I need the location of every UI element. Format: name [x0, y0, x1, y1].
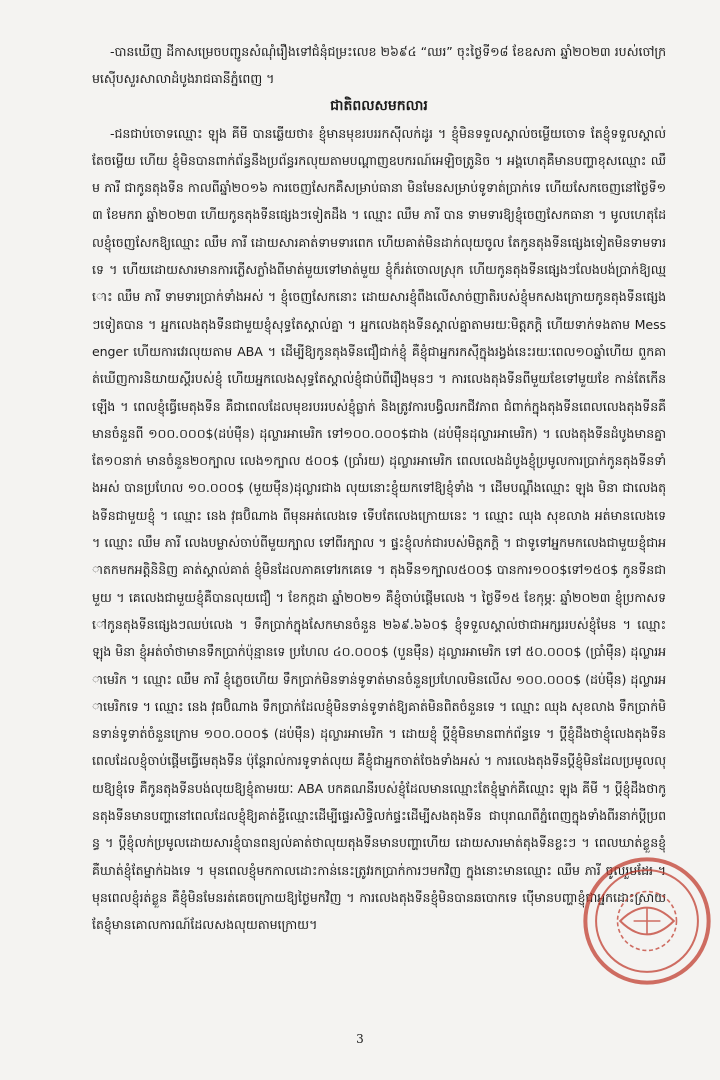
intro-paragraph: -បានឃើញ ដីកាសម្រេចបញ្ជូនសំណុំរឿងទៅជំនុំជម្រះលេខ ២៦៩៤ “ឈរ” ចុះថ្ងៃទី១៨ ខែឧសភា ឆ្នាំ២០២៣ របស់ចៅក្រមស៊ើបសួរសាលាដំបូងរាជធានីភ្នំពេញ ។ — [92, 44, 666, 87]
page-number: 3 — [356, 1032, 364, 1046]
official-seal-stamp — [580, 854, 714, 988]
body-paragraph: -ជនជាប់ចោទឈ្មោះ ឡុង គីមី បានឆ្លើយថា៖ ខ្ញុំមានមុខរបររកស៊ីលក់ដូរ ។ ខ្ញុំមិនទទួលស្គាល់ចម្លើយចោទ តែខ្ញុំទទួលស្គាល់តែចម្លើយ ហើយ ខ្ញុំមិនបានពាក់ព័ន្ធនឹងប្រព័ន្ធរកលុយតាមបណ្តាញឧបករណ៍អេឡិចត្រូនិច ។ អង្គហេតុគឺមានបញ្ហាខុសឈ្មោះ ឈឹម ភារី ជាកូនតុងទីន កាលពីឆ្នាំ២០១៦ ការចេញសែកគឺសម្រាប់ធានា មិនមែនសម្រាប់ទូទាត់ប្រាក់ទេ ហើយសែកចេញនៅថ្ងៃទី១៣ ខែមករា ឆ្នាំ២០២៣ ហើយកូនតុងទីនផ្សេងៗទៀតដឹង ។ ឈ្មោះ ឈឹម ភារី បាន ទាមទារឱ្យខ្ញុំចេញសែកធានា ។ មូលហេតុដែលខ្ញុំចេញសែកឱ្យឈ្មោះ ឈឹម ភារី ដោយសារគាត់ទាមទារពេក ហើយគាត់មិនដាក់លុយចូល តែកូនតុងទីនផ្សេងទៀតមិនទាមទារទេ ។ ហើយដោយសារមានការភ្លើសភ្លាំងពីមាត់មួយទៅមាត់មួយ ខ្ញុំក៏រត់ចោលស្រុក ហើយកូនតុងទីនផ្សេងៗលែងបង់ប្រាក់ឱ្យឈ្មោះ ឈឹម ភារី ទាមទារប្រាក់ទាំងអស់ ។ ខ្ញុំចេញសែកនោះ ដោយសារខ្ញុំពឹងលើសាច់ញាតិរបស់ខ្ញុំមកសងក្រោយកូនតុងទីនផ្សេងៗទៀតបាន ។ អ្នកលេងតុងទីនជាមួយខ្ញុំសុទ្ធតែស្គាល់គ្នា ។ អ្នកលេងតុងទីនស្គាល់គ្នាតាមរយៈមិត្តភក្តិ ហើយទាក់ទងតាម Messenger ហើយការវេរលុយតាម ABA ។ ដើម្បីឱ្យកូនតុងទីនជឿជាក់ខ្ញុំ គឺខ្ញុំជាអ្នករកស៊ីក្នុងរង្វង់នេះរយៈពេល១០ឆ្នាំហើយ ពួកគាត់ឃើញការនិយាយស្តីរបស់ខ្ញុំ ហើយអ្នកលេងសុទ្ធតែស្គាល់ខ្ញុំជាប់ពីរឿងមុនៗ ។ ការលេងតុងទីនពីមួយខែទៅមួយខែ កាន់តែកើនឡើង ។ ពេលខ្ញុំធ្វើមេតុងទីន គឺជាពេលដែលមុខរបររបស់ខ្ញុំធ្លាក់ និងត្រូវការបង្វិលរកជីវភាព ជំពាក់ក្នុងតុងទីនពេលលេងតុងទីនគឺមានចំនួនពី ១០០.០០០$(ដប់ម៉ឺន) ដុល្លារអាមេរិក ទៅ១០០.០០០$ជាង (ដប់ម៉ឺនដុល្លារអាមេរិក) ។ លេងតុងទីនដំបូងមានគ្នាតែ១០នាក់ មានចំនួន២០ក្បាល លេង១ក្បាល ៥០០$ (ប្រាំរយ) ដុល្លារអាមេរិក ពេលលេងដំបូងខ្ញុំប្រមូលការប្រាក់កូនតុងទីនទាំងអស់ បានប្រហែល ១០.០០០$ (មួយម៉ឺន)ដុល្លារជាង លុយនោះខ្ញុំយកទៅឱ្យខ្ញុំទាំង ។ ដើមបណ្តឹងឈ្មោះ ឡុង មិនា ជាលេងតុងទីនជាមួយខ្ញុំ ។ ឈ្មោះ នេង វុធប៊ិណាង ពីមុនអត់លេងទេ ទើបតែលេងក្រោយនេះ ។ ឈ្មោះ ឈុង សុខលាង អត់មានលេងទេ ។ ឈ្មោះ ឈឹម ភារី លេងបម្លាស់ចាប់ពីមួយក្បាល ទៅពីរក្បាល ។ ផ្ទះខ្ញុំលក់ជារបស់មិត្តភក្តិ ។ ជាទូទៅអ្នកមកលេងជាមួយខ្ញុំជាអាតកមកអត្តិនិនិញ គាត់ស្គាល់គាត់ ខ្ញុំមិនដែលភាគទៅរកគេទេ ។ តុងទីន១ក្បាល៥០០$ បានការ១០០$ទៅ១៥០$ កូនទីនជាមួយ ។ គេលេងជាមួយខ្ញុំគឺបានលុយជឿ ។ ខែកក្កដា ឆ្នាំ២០២១ គឺខ្ញុំចាប់ផ្តើមលេង ។ ថ្ងៃទី១៥ ខែកុម្ភៈ ឆ្នាំ២០២៣ ខ្ញុំប្រកាសទៅកូនតុងទីនផ្សេងៗឈប់លេង ។ ទឹកប្រាក់ក្នុងសែកមានចំនួន ២៦៩.៦៦០$ ខ្ញុំទទួលស្គាល់ថាជាអក្សររបស់ខ្ញុំមែន ។ ឈ្មោះ ឡុង មិនា ខ្ញុំអត់ចាំថាមានទឹកប្រាក់ប៉ុន្មានទេ ប្រហែល ៤០.០០០$ (បួនម៉ឺន) ដុល្លារអាមេរិក ទៅ ៥០.០០០$ (ប្រាំម៉ឺន) ដុល្លារអាមេរិក ។ ឈ្មោះ ឈឹម ភារី ខ្ញុំភ្លេចហើយ ទឹកប្រាក់មិនទាន់ទូទាត់មានចំនួនប្រហែលមិនលើស ១០០.០០០$ (ដប់ម៉ឺន) ដុល្លារអាមេរិកទេ ។ ឈ្មោះ នេង វុធប៊ិណាង ទឹកប្រាក់ដែលខ្ញុំមិនទាន់ទូទាត់ឱ្យគាត់មិនពិតចំនួនទេ ។ ឈ្មោះ ឈុង សុខលាង ទឹកប្រាក់មិនទាន់ទូទាត់ចំនួនក្រោម ១០០.០០០$ (ដប់ម៉ឺន) ដុល្លារអាមេរិក ។ ដោយខ្ញុំ ប្ដីខ្ញុំមិនមានពាក់ព័ន្ធទេ ។ ប្ដីខ្ញុំដឹងថាខ្ញុំលេងតុងទីន ពេលដែលខ្ញុំចាប់ផ្តើមធ្វើមេតុងទីន ប៉ុន្តែរាល់ការទូទាត់លុយ គឺខ្ញុំជាអ្នកចាត់ចែងទាំងអស់ ។ ការលេងតុងទីនប្ដីខ្ញុំមិនដែលប្រមូលលុយឱ្យខ្ញុំទេ គឺកូនតុងទីនបង់លុយឱ្យខ្ញុំតាមរយៈ ABA បកគណនីរបស់ខ្ញុំដែលមានឈ្មោះតែខ្ញុំម្នាក់គឺឈ្មោះ ឡុង គីមី ។ ប្ដីខ្ញុំដឹងថាកូនតុងទីនមានបញ្ហានៅពេលដែលខ្ញុំឱ្យគាត់ខ្ចីឈ្មោះដើម្បីផ្ទេរសិទ្ធិលក់ផ្ទះដើម្បីសងតុងទីន ជាបុរាណពីភ្នំពេញក្នុងទាំងពីរនាក់ប្ដីប្រពន្ធ ។ ប្ដីខ្ញុំលក់ប្រមូលដោយសារខ្ញុំបានពន្យល់គាត់ថាលុយតុងទីនមានបញ្ហាហើយ ដោយសារមាត់តុងទីនខ្លះៗ ។ ពេលឃាត់ខ្លួនខ្ញុំគឺឃាត់ខ្ញុំតែម្នាក់ឯងទេ ។ មុនពេលខ្ញុំមកកាលដោះកាន់នេះត្រូវរកប្រាក់ការៗមកវិញ ក្នុងនោះមានឈ្មោះ ឈឹម ភារី ចូលរួមដែរ ។ មុនពេលខ្ញុំរត់ខ្លួន គឺខ្ញុំមិនមែនរត់គេចក្រោយឱ្យថ្ងៃមកវិញ ។ ការលេងតុងទីនខ្ញុំមិនបានឆបោកទេ ប៉ើមានបញ្ហាខ្ញុំជាអ្នកដោះស្រាយ តែខ្ញុំមានគោលការណ៍ដែលសងលុយតាមក្រោយ។ — [92, 125, 666, 933]
section-heading: ជាតិពលសមកលារ — [330, 97, 428, 114]
